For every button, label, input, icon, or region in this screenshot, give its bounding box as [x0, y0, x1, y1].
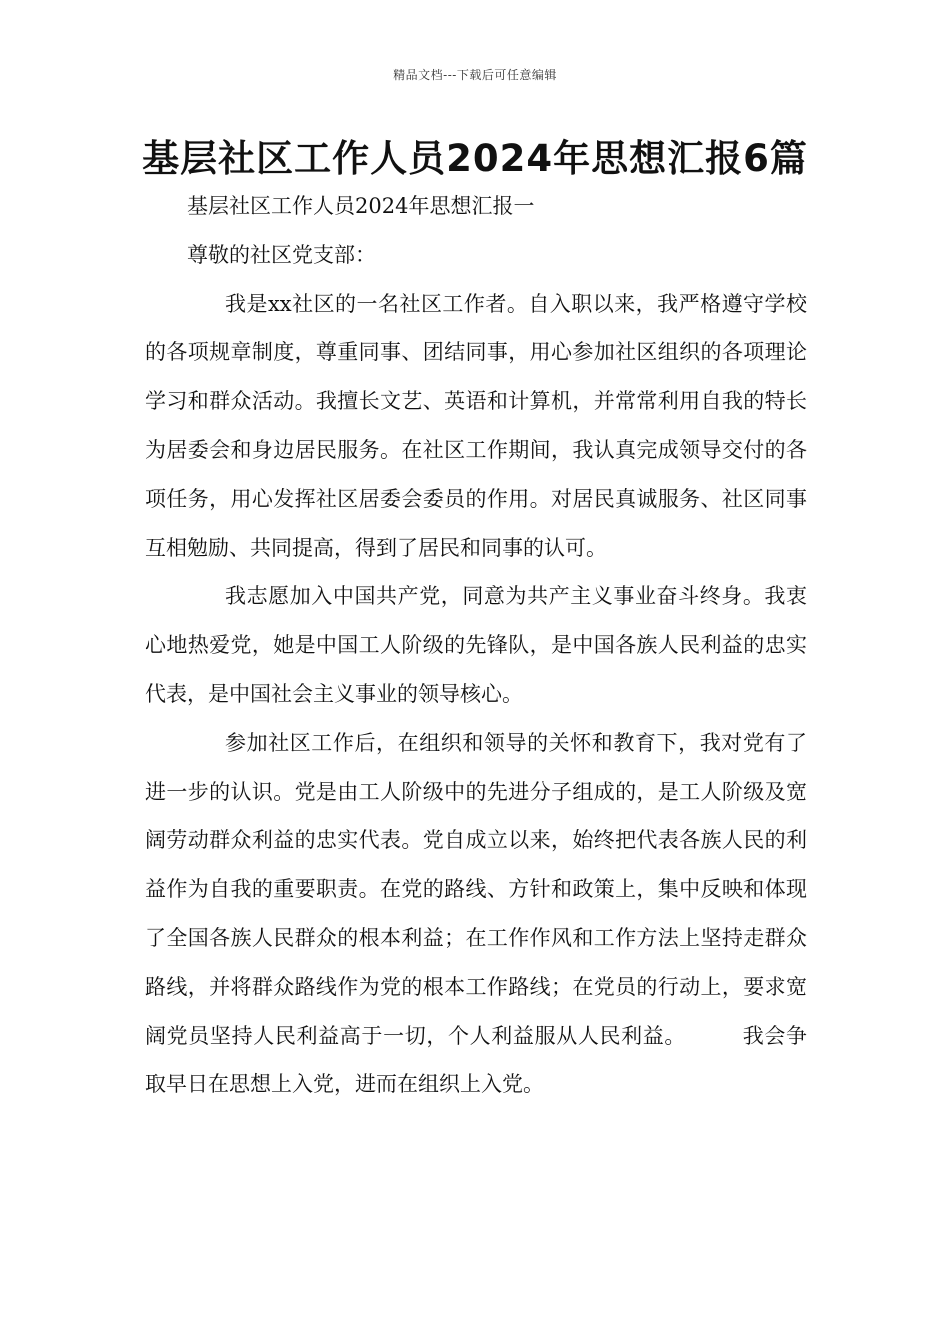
paragraph-2: 我志愿加入中国共产党，同意为共产主义事业奋斗终身。我衷心地热爱党，她是中国工人阶级的先锋队，是中国各族人民利益的忠实代表，是中国社会主义事业的领导核心。: [145, 584, 807, 706]
document-title: 基层社区工作人员2024年思想汇报6篇: [142, 137, 808, 180]
header-note: 精品文档---下载后可任意编辑: [393, 68, 557, 82]
paragraph-1: 我是xx社区的一名社区工作者。自入职以来，我严格遵守学校的各项规章制度，尊重同事、团结同事，用心参加社区组织的各项理论学习和群众活动。我擅长文艺、英语和计算机，并常常利用自我的特长为居委会和身边居民服务。在社区工作期间，我认真完成领导交付的各项任务，用心发挥社区居委会委员的作用。对居民真诚服务、社区同事互相勉励、共同提高，得到了居民和同事的认可。: [145, 291, 807, 560]
paragraph-3-text: 参加社区工作后，在组织和领导的关怀和教育下，我对党有了进一步的认识。党是由工人阶级中的先进分子组成的，是工人阶级及宽阔劳动群众利益的忠实代表。党自成立以来，始终把代表各族人民的利益作为自我的重要职责。在党的路线、方针和政策上，集中反映和体现了全国各族人民群众的根本利益；在工作作风和工作方法上坚持走群众路线，并将群众路线作为党的根本工作路线；在党员的行动上，要求宽阔党员坚持人民利益高于一切，个人利益服从人民利益。: [145, 730, 807, 1048]
document-subtitle: 基层社区工作人员2024年思想汇报一: [187, 194, 535, 218]
closing-sentence: 我会争取早日在思想上入党，进而在组织上入党。: [145, 1023, 808, 1097]
salutation: 尊敬的社区党支部：: [187, 242, 376, 267]
paragraph-3: [145, 719, 807, 1109]
document-body: [145, 182, 807, 1109]
